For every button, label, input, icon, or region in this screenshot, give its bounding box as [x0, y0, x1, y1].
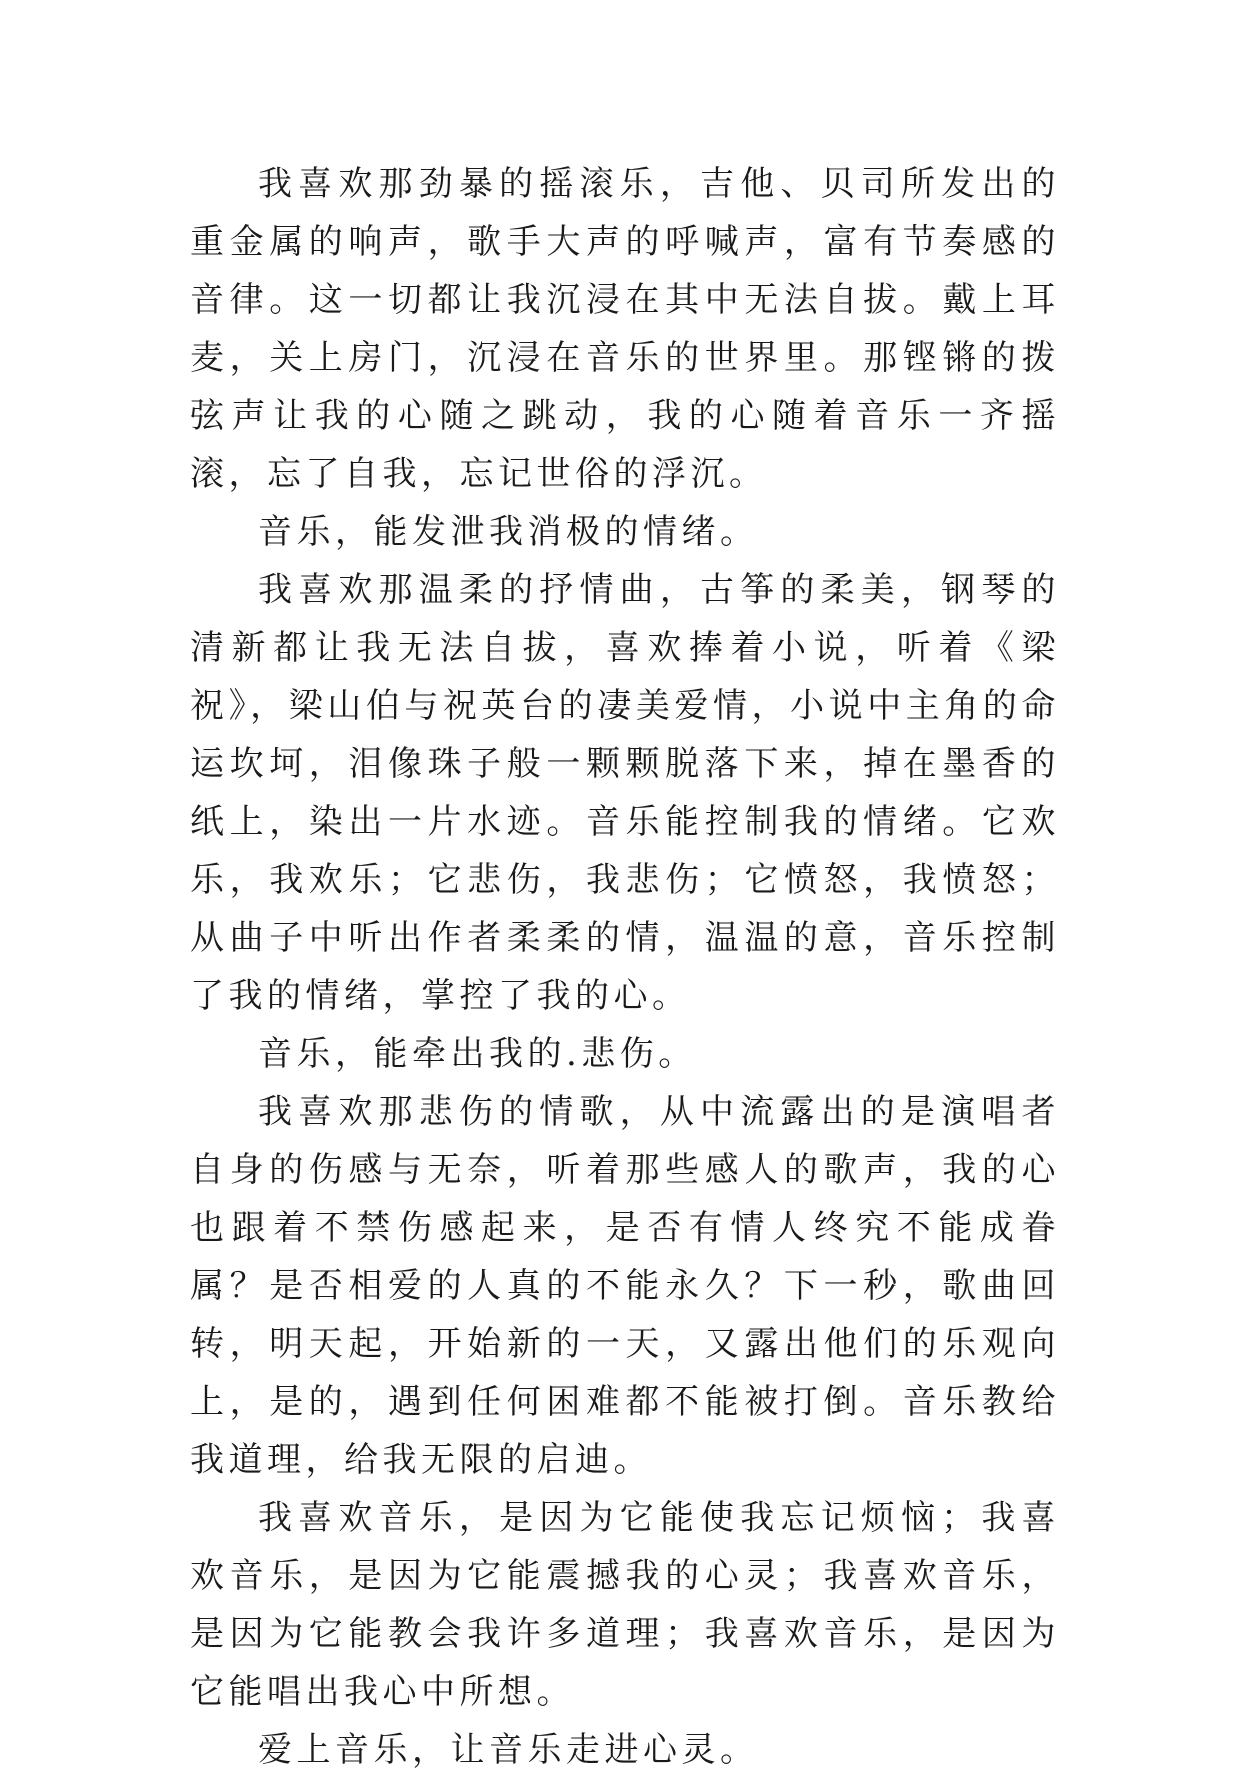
document-body: [190, 155, 1060, 1779]
paragraph-evoke-sadness: 音乐，能牵出我的.悲伤。: [258, 1034, 697, 1074]
paragraph-rock-music: 我喜欢那劲暴的摇滚乐，吉他、贝司所发出的重金属的响声，歌手大声的呼喊声，富有节奏感的音律。这一切都让我沉浸在其中无法自拔。戴上耳麦，关上房门，沉浸在音乐的世界里。那铿锵的拨弦声让我的心随之跳动，我的心随着音乐一齐摇滚，忘了自我，忘记世俗的浮沉。: [190, 164, 1060, 494]
paragraph-sad-love-songs: 我喜欢那悲伤的情歌，从中流露出的是演唱者自身的伤感与无奈，听着那些感人的歌声，我的心也跟着不禁伤感起来，是否有情人终究不能成眷属？是否相爱的人真的不能永久？下一秒，歌曲回转，明天起，开始新的一天，又露出他们的乐观向上，是的，遇到任何困难都不能被打倒。音乐教给我道理，给我无限的启迪。: [190, 1092, 1060, 1480]
paragraph-vent-emotions: 音乐，能发泄我消极的情绪。: [258, 512, 759, 552]
paragraph-why-i-love-music: 我喜欢音乐，是因为它能使我忘记烦恼；我喜欢音乐，是因为它能震撼我的心灵；我喜欢音乐，是因为它能教会我许多道理；我喜欢音乐，是因为它能唱出我心中所想。: [190, 1498, 1060, 1712]
paragraph-closing: 爱上音乐，让音乐走进心灵。: [258, 1730, 759, 1770]
paragraph-lyrical-music: 我喜欢那温柔的抒情曲，古筝的柔美，钢琴的清新都让我无法自拔，喜欢捧着小说，听着《梁祝》，梁山伯与祝英台的凄美爱情，小说中主角的命运坎坷，泪像珠子般一颗颗脱落下来，掉在墨香的纸上，染出一片水迹。音乐能控制我的情绪。它欢乐，我欢乐；它悲伤，我悲伤；它愤怒，我愤怒；从曲子中听出作者柔柔的情，温温的意，音乐控制了我的情绪，掌控了我的心。: [190, 570, 1060, 1016]
